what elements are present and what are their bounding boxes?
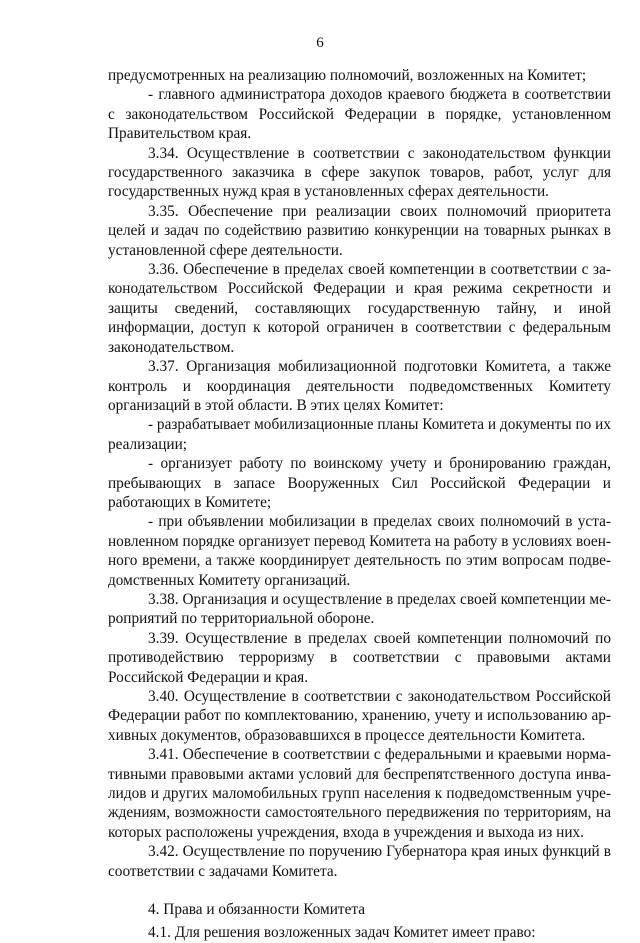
paragraph-4-1: 4.1. Для решения возложенных задач Комитет имеет право: bbox=[148, 924, 536, 942]
paragraph-list-item: - главного администратора доходов краевого бюджета в соответствии с законодательством Российской Федерации в порядке, установленном Правительством края. bbox=[108, 86, 611, 143]
paragraph-list-item: - при объявлении мобилизации в пределах своих полномочий в установленном порядке организует перевод Комитета на работу в условиях военного времени, а также координирует деятельность по этим вопросам подведомственных Комитету организаций. bbox=[108, 513, 611, 589]
paragraph-3-39: 3.39. Осуществление в пределах своей компетенции полномочий по противодействию терроризму в соответствии с правовыми актами Российской Федерации и края. bbox=[108, 629, 611, 686]
paragraph-3-37: 3.37. Организация мобилизационной подготовки Комитета, а также контроль и координация деятельности подведомственных Комитету организаций в этой области. В этих целях Комитет: bbox=[108, 358, 611, 414]
paragraph-3-38: 3.38. Организация и осуществление в пределах своей компетенции мероприятий по территориальной обороне. bbox=[108, 590, 611, 628]
paragraph-continuation: предусмотренных на реализацию полномочий, возложенных на Комитет; bbox=[108, 67, 587, 84]
paragraph-3-36: 3.36. Обеспечение в пределах своей компетенции в соответствии с законодательством Российской Федерации и края режима секретности и защиты сведений, составляющих государственную тайну, и иной информации, доступ к которой ограничен в соответствии с федеральным законодательством. bbox=[108, 261, 611, 356]
section-heading: 4. Права и обязанности Комитета bbox=[148, 901, 366, 919]
paragraph-list-item: - разрабатывает мобилизационные планы Комитета и документы по их реализации; bbox=[108, 416, 611, 453]
paragraph-3-34: 3.34. Осуществление в соответствии с законодательством функции государственного заказчика в сфере закупок товаров, работ, услуг для государственных нужд края в установленных сферах деятельности. bbox=[108, 144, 611, 201]
page-number: 6 bbox=[316, 35, 324, 51]
paragraph-3-41: 3.41. Обеспечение в соответствии с федеральными и краевыми нормативными правовыми актами условий для беспрепятственного доступа инвалидов и других маломобильных групп населения к подведомственным учреждениям, возможности самостоятельного передвижения по территориям, на которых расположены учреждения, входа в учреждения и выхода из них. bbox=[108, 746, 611, 841]
document-body bbox=[108, 66, 611, 943]
paragraph-list-item: - организует работу по воинскому учету и бронированию граждан, пребывающих в запасе Вооруженных Сил Российской Федерации и работающих в Комитете; bbox=[108, 455, 611, 511]
paragraph-3-42: 3.42. Осуществление по поручению Губернатора края иных функций в соответствии с задачами Комитета. bbox=[108, 843, 611, 880]
paragraph-3-35: 3.35. Обеспечение при реализации своих полномочий приоритета целей и задач по содействию развитию конкуренции на товарных рынках в установленной сфере деятельности. bbox=[108, 202, 611, 259]
paragraph-3-40: 3.40. Осуществление в соответствии с законодательством Российской Федерации работ по комплектованию, хранению, учету и использованию архивных документов, образовавшихся в процессе деятельности Комитета. bbox=[108, 688, 611, 744]
